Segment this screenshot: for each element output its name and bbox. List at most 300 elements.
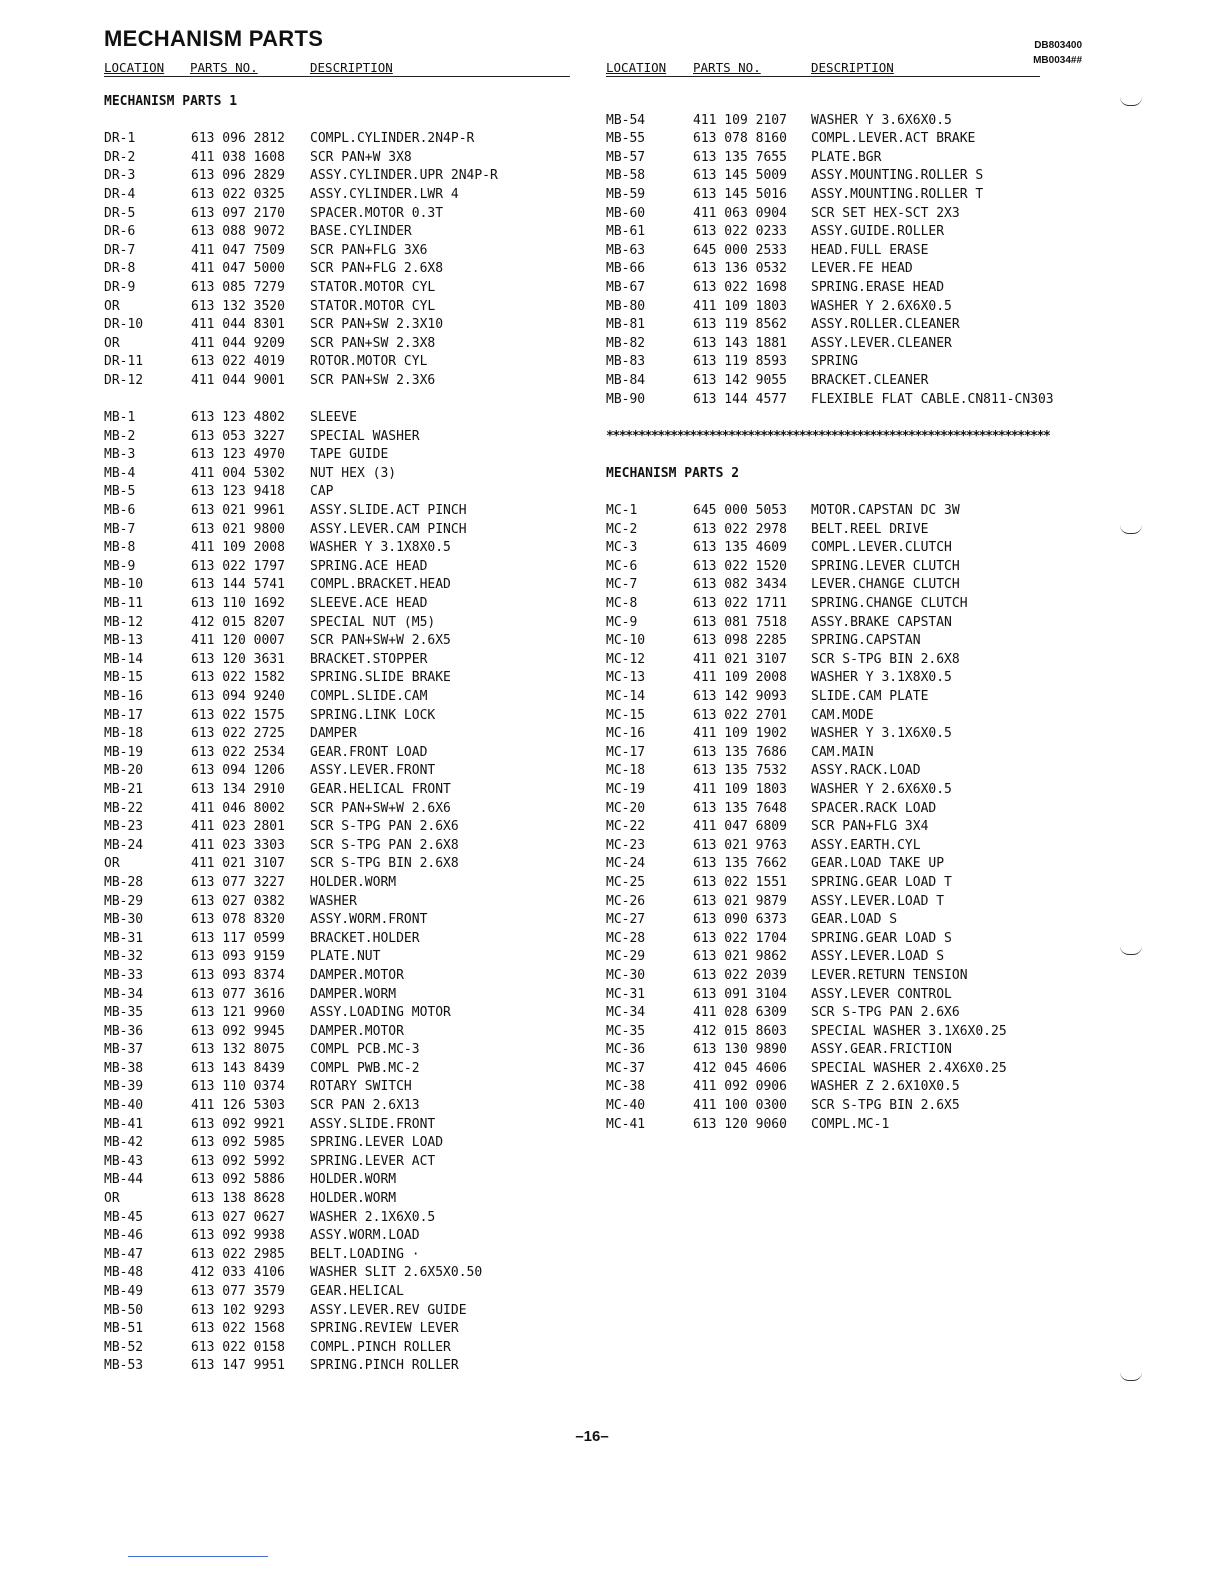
parts-no-cell: 613 093 9159 bbox=[191, 949, 285, 965]
location-cell: MC-14 bbox=[606, 689, 646, 704]
header-rule-left bbox=[104, 76, 570, 77]
parts-no-cell: 613 135 4609 bbox=[693, 540, 787, 556]
parts-no-cell: 613 145 5016 bbox=[693, 186, 787, 202]
description-cell: SPECIAL WASHER 3.1X6X0.25 bbox=[811, 1023, 1007, 1039]
location-cell: MB-48 bbox=[104, 1265, 144, 1281]
description-cell: ASSY.LEVER.CAM PINCH bbox=[310, 521, 467, 537]
description-cell: SPRING.LEVER LOAD bbox=[310, 1135, 444, 1151]
location-cell: MB-31 bbox=[104, 930, 144, 946]
location-cell: MB-54 bbox=[606, 112, 646, 128]
margin-mark bbox=[1120, 525, 1142, 534]
description-cell: WASHER Y 3.1X6X0.5 bbox=[811, 726, 952, 742]
parts-row bbox=[606, 930, 1076, 949]
location-cell: MB-90 bbox=[606, 391, 646, 407]
description-cell: WASHER 2.1X6X0.5 bbox=[310, 1209, 436, 1225]
parts-no-cell: 613 078 8320 bbox=[191, 912, 285, 928]
location-cell: MB-14 bbox=[104, 651, 144, 667]
spacer bbox=[606, 483, 1076, 502]
location-cell: MB-20 bbox=[104, 763, 144, 779]
parts-row bbox=[104, 1078, 574, 1097]
description-cell: WASHER Y 2.6X6X0.5 bbox=[811, 781, 952, 797]
parts-row bbox=[104, 1246, 574, 1265]
location-cell: MB-24 bbox=[104, 837, 144, 853]
description-cell: SCR PAN+FLG 3X4 bbox=[811, 819, 929, 835]
parts-no-cell: 411 126 5303 bbox=[191, 1098, 285, 1114]
parts-no-cell: 613 082 3434 bbox=[693, 577, 787, 593]
parts-row bbox=[104, 1283, 574, 1302]
location-cell: MB-9 bbox=[104, 558, 136, 574]
location-cell: MB-44 bbox=[104, 1172, 144, 1188]
parts-no-cell: 411 109 2008 bbox=[191, 540, 285, 556]
description-cell: NUT HEX (3) bbox=[310, 465, 397, 481]
parts-row bbox=[606, 800, 1076, 819]
location-cell: MB-81 bbox=[606, 317, 646, 333]
parts-list-right bbox=[606, 93, 1076, 1134]
parts-row bbox=[104, 1320, 574, 1339]
parts-no-cell: 613 022 0158 bbox=[191, 1339, 285, 1355]
spacer bbox=[104, 112, 574, 131]
parts-no-cell: 613 092 9921 bbox=[191, 1116, 285, 1132]
parts-row bbox=[606, 855, 1076, 874]
parts-row bbox=[104, 260, 574, 279]
parts-no-cell: 613 027 0627 bbox=[191, 1209, 285, 1225]
description-cell: MOTOR.CAPSTAN DC 3W bbox=[811, 503, 960, 519]
parts-row bbox=[606, 205, 1076, 224]
location-cell: MB-19 bbox=[104, 744, 144, 760]
location-cell: MC-12 bbox=[606, 651, 646, 667]
location-cell: MB-43 bbox=[104, 1153, 144, 1169]
description-cell: ASSY.MOUNTING.ROLLER S bbox=[811, 168, 984, 184]
parts-row bbox=[606, 707, 1076, 726]
parts-no-cell: 613 090 6373 bbox=[693, 912, 787, 928]
description-cell: SPRING.CHANGE CLUTCH bbox=[811, 596, 968, 612]
description-cell: SCR S-TPG BIN 2.6X5 bbox=[811, 1098, 960, 1114]
parts-no-cell: 412 045 4606 bbox=[693, 1060, 787, 1076]
location-cell: MB-29 bbox=[104, 893, 144, 909]
description-cell: SPACER.RACK LOAD bbox=[811, 800, 937, 816]
parts-row bbox=[606, 316, 1076, 335]
parts-no-cell: 613 145 5009 bbox=[693, 168, 787, 184]
parts-row bbox=[104, 967, 574, 986]
description-cell: SCR S-TPG PAN 2.6X8 bbox=[310, 837, 459, 853]
description-cell: SPRING.CAPSTAN bbox=[811, 633, 921, 649]
parts-no-cell: 411 100 0300 bbox=[693, 1098, 787, 1114]
parts-row bbox=[606, 1116, 1076, 1135]
parts-no-cell: 613 022 2039 bbox=[693, 967, 787, 983]
parts-row bbox=[104, 818, 574, 837]
parts-row bbox=[606, 149, 1076, 168]
parts-row bbox=[606, 186, 1076, 205]
parts-row bbox=[104, 651, 574, 670]
parts-row bbox=[606, 911, 1076, 930]
description-cell: SPACER.MOTOR 0.3T bbox=[310, 205, 444, 221]
location-cell: MB-30 bbox=[104, 912, 144, 928]
parts-no-cell: 411 092 0906 bbox=[693, 1079, 787, 1095]
parts-row bbox=[104, 911, 574, 930]
parts-row bbox=[104, 1171, 574, 1190]
parts-no-cell: 613 143 8439 bbox=[191, 1060, 285, 1076]
parts-row bbox=[104, 855, 574, 874]
parts-no-cell: 613 022 2725 bbox=[191, 726, 285, 742]
location-cell: MB-67 bbox=[606, 279, 646, 295]
parts-no-cell: 613 093 8374 bbox=[191, 967, 285, 983]
parts-row bbox=[606, 948, 1076, 967]
parts-no-cell: 613 147 9951 bbox=[191, 1358, 285, 1374]
parts-no-cell: 613 022 1520 bbox=[693, 558, 787, 574]
parts-no-cell: 411 047 5000 bbox=[191, 261, 285, 277]
parts-no-cell: 613 138 8628 bbox=[191, 1191, 285, 1207]
description-cell: ASSY.LEVER.LOAD T bbox=[811, 893, 945, 909]
location-cell: MB-57 bbox=[606, 149, 646, 165]
parts-row bbox=[606, 1023, 1076, 1042]
description-cell: CAM.MODE bbox=[811, 707, 874, 723]
parts-row bbox=[104, 1209, 574, 1228]
location-cell: OR bbox=[104, 856, 120, 872]
description-cell: SCR SET HEX-SCT 2X3 bbox=[811, 205, 960, 221]
location-cell: MB-17 bbox=[104, 707, 144, 723]
parts-no-cell: 613 123 4802 bbox=[191, 410, 285, 426]
description-cell: DAMPER bbox=[310, 726, 357, 742]
parts-no-cell: 613 119 8562 bbox=[693, 317, 787, 333]
description-cell: COMPL.CYLINDER.2N4P-R bbox=[310, 131, 475, 147]
description-cell: BRACKET.CLEANER bbox=[811, 372, 929, 388]
parts-row bbox=[104, 948, 574, 967]
parts-no-cell: 411 044 8301 bbox=[191, 317, 285, 333]
description-cell: SCR PAN+SW+W 2.6X6 bbox=[310, 800, 451, 816]
location-cell: MC-6 bbox=[606, 558, 638, 574]
description-cell: SCR PAN+SW 2.3X8 bbox=[310, 335, 436, 351]
header-parts-no-right: PARTS NO. bbox=[693, 60, 761, 75]
parts-row bbox=[104, 1227, 574, 1246]
location-cell: MC-24 bbox=[606, 856, 646, 872]
parts-row bbox=[606, 725, 1076, 744]
description-cell: ASSY.CYLINDER.UPR 2N4P-R bbox=[310, 168, 498, 184]
parts-row bbox=[606, 1078, 1076, 1097]
location-cell: DR-4 bbox=[104, 186, 136, 202]
location-cell: MC-37 bbox=[606, 1060, 646, 1076]
location-cell: MC-1 bbox=[606, 503, 638, 519]
location-cell: MC-2 bbox=[606, 521, 638, 537]
parts-row bbox=[104, 205, 574, 224]
parts-no-cell: 613 022 2701 bbox=[693, 707, 787, 723]
description-cell: WASHER bbox=[310, 893, 357, 909]
description-cell: ASSY.ROLLER.CLEANER bbox=[811, 317, 960, 333]
parts-no-cell: 613 077 3616 bbox=[191, 986, 285, 1002]
parts-row bbox=[104, 465, 574, 484]
description-cell: SCR S-TPG BIN 2.6X8 bbox=[310, 856, 459, 872]
location-cell: MB-16 bbox=[104, 689, 144, 704]
location-cell: DR-5 bbox=[104, 205, 136, 221]
description-cell: SPRING bbox=[811, 354, 858, 370]
parts-no-cell: 613 142 9093 bbox=[693, 689, 787, 704]
description-cell: BRACKET.HOLDER bbox=[310, 930, 420, 946]
description-cell: TAPE GUIDE bbox=[310, 447, 389, 463]
location-cell: MC-35 bbox=[606, 1023, 646, 1039]
parts-no-cell: 645 000 5053 bbox=[693, 503, 787, 519]
description-cell: SCR PAN+SW+W 2.6X5 bbox=[310, 633, 451, 649]
parts-row bbox=[104, 1357, 574, 1376]
location-cell: MB-59 bbox=[606, 186, 646, 202]
parts-row bbox=[104, 539, 574, 558]
description-cell: ASSY.CYLINDER.LWR 4 bbox=[310, 186, 459, 202]
parts-no-cell: 613 135 7662 bbox=[693, 856, 787, 872]
parts-row bbox=[104, 1134, 574, 1153]
location-cell: MC-25 bbox=[606, 874, 646, 890]
parts-row bbox=[606, 1097, 1076, 1116]
location-cell: MC-28 bbox=[606, 930, 646, 946]
location-cell: MB-12 bbox=[104, 614, 144, 630]
parts-no-cell: 613 027 0382 bbox=[191, 893, 285, 909]
header-description-right: DESCRIPTION bbox=[811, 60, 894, 75]
description-cell: SCR PAN 2.6X13 bbox=[310, 1098, 420, 1114]
parts-row bbox=[606, 986, 1076, 1005]
location-cell: MB-15 bbox=[104, 670, 144, 686]
section-heading: MECHANISM PARTS 2 bbox=[606, 465, 740, 481]
parts-row bbox=[104, 614, 574, 633]
location-cell: MB-3 bbox=[104, 447, 136, 463]
description-cell: ASSY.LEVER.FRONT bbox=[310, 763, 436, 779]
location-cell: MC-30 bbox=[606, 967, 646, 983]
description-cell: ASSY.SLIDE.ACT PINCH bbox=[310, 503, 467, 519]
parts-row bbox=[606, 1004, 1076, 1023]
location-cell: DR-3 bbox=[104, 168, 136, 184]
location-cell: MC-41 bbox=[606, 1116, 646, 1132]
description-cell: ASSY.RACK.LOAD bbox=[811, 763, 921, 779]
description-cell: ASSY.LEVER.LOAD S bbox=[811, 949, 945, 965]
location-cell: MC-38 bbox=[606, 1079, 646, 1095]
description-cell: CAP bbox=[310, 484, 334, 500]
location-cell: MB-51 bbox=[104, 1321, 144, 1337]
parts-no-cell: 613 123 9418 bbox=[191, 484, 285, 500]
location-cell: MB-58 bbox=[606, 168, 646, 184]
location-cell: MC-9 bbox=[606, 614, 638, 630]
parts-no-cell: 613 094 9240 bbox=[191, 689, 285, 704]
parts-row bbox=[606, 353, 1076, 372]
parts-no-cell: 613 097 2170 bbox=[191, 205, 285, 221]
parts-no-cell: 613 120 3631 bbox=[191, 651, 285, 667]
parts-no-cell: 412 033 4106 bbox=[191, 1265, 285, 1281]
parts-row bbox=[606, 595, 1076, 614]
parts-row bbox=[606, 391, 1076, 410]
location-cell: MB-10 bbox=[104, 577, 144, 593]
description-cell: GEAR.LOAD S bbox=[811, 912, 898, 928]
parts-row bbox=[606, 335, 1076, 354]
parts-row bbox=[104, 1190, 574, 1209]
header-description: DESCRIPTION bbox=[310, 60, 393, 75]
parts-no-cell: 613 022 1582 bbox=[191, 670, 285, 686]
parts-no-cell: 411 063 0904 bbox=[693, 205, 787, 221]
description-cell: WASHER Y 3.6X6X0.5 bbox=[811, 112, 952, 128]
description-cell: GEAR.HELICAL FRONT bbox=[310, 781, 451, 797]
description-cell: ASSY.EARTH.CYL bbox=[811, 837, 921, 853]
description-cell: SCR PAN+FLG 3X6 bbox=[310, 242, 428, 258]
description-cell: WASHER Y 3.1X8X0.5 bbox=[811, 670, 952, 686]
parts-no-cell: 613 022 1704 bbox=[693, 930, 787, 946]
location-cell: MC-27 bbox=[606, 912, 646, 928]
parts-row bbox=[104, 1116, 574, 1135]
parts-row bbox=[606, 688, 1076, 707]
parts-no-cell: 613 022 4019 bbox=[191, 354, 285, 370]
description-cell: BASE.CYLINDER bbox=[310, 224, 412, 240]
parts-row bbox=[104, 558, 574, 577]
parts-no-cell: 613 096 2829 bbox=[191, 168, 285, 184]
location-cell: MC-34 bbox=[606, 1005, 646, 1021]
description-cell: SPRING.LEVER ACT bbox=[310, 1153, 436, 1169]
location-cell: MB-13 bbox=[104, 633, 144, 649]
description-cell: ASSY.MOUNTING.ROLLER T bbox=[811, 186, 984, 202]
location-cell: MB-28 bbox=[104, 874, 144, 890]
location-cell: MB-55 bbox=[606, 131, 646, 147]
description-cell: ASSY.GUIDE.ROLLER bbox=[811, 224, 945, 240]
description-cell: ASSY.WORM.LOAD bbox=[310, 1228, 420, 1244]
description-cell: ASSY.SLIDE.FRONT bbox=[310, 1116, 436, 1132]
location-cell: DR-8 bbox=[104, 261, 136, 277]
parts-no-cell: 613 085 7279 bbox=[191, 279, 285, 295]
location-cell: MB-66 bbox=[606, 261, 646, 277]
description-cell: STATOR.MOTOR CYL bbox=[310, 279, 436, 295]
location-cell: MB-18 bbox=[104, 726, 144, 742]
parts-row bbox=[104, 1153, 574, 1172]
location-cell: MC-26 bbox=[606, 893, 646, 909]
parts-row bbox=[104, 167, 574, 186]
parts-row bbox=[104, 688, 574, 707]
parts-no-cell: 613 135 7686 bbox=[693, 744, 787, 760]
parts-no-cell: 613 088 9072 bbox=[191, 224, 285, 240]
parts-list-left bbox=[104, 93, 574, 1376]
parts-no-cell: 411 028 6309 bbox=[693, 1005, 787, 1021]
location-cell: MC-29 bbox=[606, 949, 646, 965]
location-cell: MB-82 bbox=[606, 335, 646, 351]
description-cell: COMPL.PINCH ROLLER bbox=[310, 1339, 451, 1355]
parts-no-cell: 411 047 7509 bbox=[191, 242, 285, 258]
description-cell: SCR PAN+SW 2.3X6 bbox=[310, 372, 436, 388]
location-cell: DR-2 bbox=[104, 149, 136, 165]
parts-no-cell: 613 021 9961 bbox=[191, 503, 285, 519]
description-cell: COMPL.MC-1 bbox=[811, 1116, 890, 1132]
location-cell: MC-40 bbox=[606, 1098, 646, 1114]
parts-row bbox=[104, 893, 574, 912]
spacer bbox=[606, 93, 1076, 112]
parts-no-cell: 613 094 1206 bbox=[191, 763, 285, 779]
location-cell: MB-7 bbox=[104, 521, 136, 537]
parts-row bbox=[606, 112, 1076, 131]
description-cell: ASSY.LOADING MOTOR bbox=[310, 1005, 451, 1021]
location-cell: DR-12 bbox=[104, 372, 144, 388]
parts-no-cell: 613 110 0374 bbox=[191, 1079, 285, 1095]
description-cell: COMPL.LEVER.ACT BRAKE bbox=[811, 131, 976, 147]
parts-no-cell: 613 091 3104 bbox=[693, 986, 787, 1002]
parts-no-cell: 411 004 5302 bbox=[191, 465, 285, 481]
parts-no-cell: 613 132 8075 bbox=[191, 1042, 285, 1058]
description-cell: ROTOR.MOTOR CYL bbox=[310, 354, 428, 370]
description-cell: SCR PAN+W 3X8 bbox=[310, 149, 412, 165]
description-cell: GEAR.LOAD TAKE UP bbox=[811, 856, 945, 872]
description-cell: WASHER Z 2.6X10X0.5 bbox=[811, 1079, 960, 1095]
location-cell: MC-31 bbox=[606, 986, 646, 1002]
description-cell: SCR S-TPG PAN 2.6X6 bbox=[310, 819, 459, 835]
description-cell: SPECIAL WASHER 2.4X6X0.25 bbox=[811, 1060, 1007, 1076]
location-cell: OR bbox=[104, 335, 120, 351]
parts-row bbox=[606, 744, 1076, 763]
parts-row bbox=[104, 223, 574, 242]
location-cell: MB-39 bbox=[104, 1079, 144, 1095]
section-heading: MECHANISM PARTS 1 bbox=[104, 94, 238, 109]
location-cell: MB-1 bbox=[104, 410, 136, 426]
parts-no-cell: 411 109 1803 bbox=[693, 781, 787, 797]
location-cell: MB-45 bbox=[104, 1209, 144, 1225]
parts-no-cell: 613 096 2812 bbox=[191, 131, 285, 147]
parts-row bbox=[104, 576, 574, 595]
description-cell: GEAR.HELICAL bbox=[310, 1284, 404, 1299]
description-cell: SCR PAN+FLG 2.6X8 bbox=[310, 261, 444, 277]
parts-no-cell: 613 022 1797 bbox=[191, 558, 285, 574]
parts-row bbox=[606, 893, 1076, 912]
parts-row bbox=[606, 539, 1076, 558]
location-cell: MC-16 bbox=[606, 726, 646, 742]
margin-mark bbox=[1120, 97, 1142, 106]
parts-no-cell: 411 023 3303 bbox=[191, 837, 285, 853]
parts-row bbox=[104, 483, 574, 502]
location-cell: MC-3 bbox=[606, 540, 638, 556]
header-location-right: LOCATION bbox=[606, 60, 667, 75]
location-cell: OR bbox=[104, 1191, 120, 1207]
parts-row bbox=[104, 762, 574, 781]
parts-row bbox=[104, 1023, 574, 1042]
parts-row bbox=[104, 186, 574, 205]
parts-no-cell: 411 038 1608 bbox=[191, 149, 285, 165]
parts-row bbox=[104, 595, 574, 614]
parts-row bbox=[104, 409, 574, 428]
location-cell: MB-34 bbox=[104, 986, 144, 1002]
parts-row bbox=[606, 762, 1076, 781]
description-cell: SCR S-TPG BIN 2.6X8 bbox=[811, 651, 960, 667]
description-cell: DAMPER.MOTOR bbox=[310, 1023, 404, 1039]
location-cell: MB-84 bbox=[606, 372, 646, 388]
location-cell: DR-11 bbox=[104, 354, 144, 370]
parts-no-cell: 613 022 1568 bbox=[191, 1321, 285, 1337]
parts-no-cell: 411 021 3107 bbox=[693, 651, 787, 667]
description-cell: CAM.MAIN bbox=[811, 744, 874, 760]
description-cell: HEAD.FULL ERASE bbox=[811, 242, 929, 258]
parts-no-cell: 613 110 1692 bbox=[191, 596, 285, 612]
parts-no-cell: 613 102 9293 bbox=[191, 1302, 285, 1318]
description-cell: COMPL PWB.MC-2 bbox=[310, 1060, 420, 1076]
location-cell: MB-80 bbox=[606, 298, 646, 314]
location-cell: MB-37 bbox=[104, 1042, 144, 1058]
parts-row bbox=[104, 130, 574, 149]
location-cell: DR-9 bbox=[104, 279, 136, 295]
margin-mark bbox=[1120, 1372, 1142, 1381]
description-cell: SPRING.PINCH ROLLER bbox=[310, 1358, 459, 1374]
location-cell: MB-32 bbox=[104, 949, 144, 965]
parts-row bbox=[104, 428, 574, 447]
parts-row bbox=[104, 1097, 574, 1116]
parts-row bbox=[606, 1041, 1076, 1060]
parts-row bbox=[104, 837, 574, 856]
description-cell: SPRING.LEVER CLUTCH bbox=[811, 558, 960, 574]
parts-row bbox=[606, 669, 1076, 688]
parts-row bbox=[104, 335, 574, 354]
location-cell: MB-6 bbox=[104, 503, 136, 519]
location-cell: MB-8 bbox=[104, 540, 136, 556]
description-cell: COMPL.SLIDE.CAM bbox=[310, 689, 428, 704]
parts-no-cell: 613 120 9060 bbox=[693, 1116, 787, 1132]
location-cell: MB-5 bbox=[104, 484, 136, 500]
parts-row bbox=[104, 149, 574, 168]
parts-no-cell: 613 022 0325 bbox=[191, 186, 285, 202]
location-cell: DR-10 bbox=[104, 317, 144, 333]
parts-row bbox=[606, 558, 1076, 577]
